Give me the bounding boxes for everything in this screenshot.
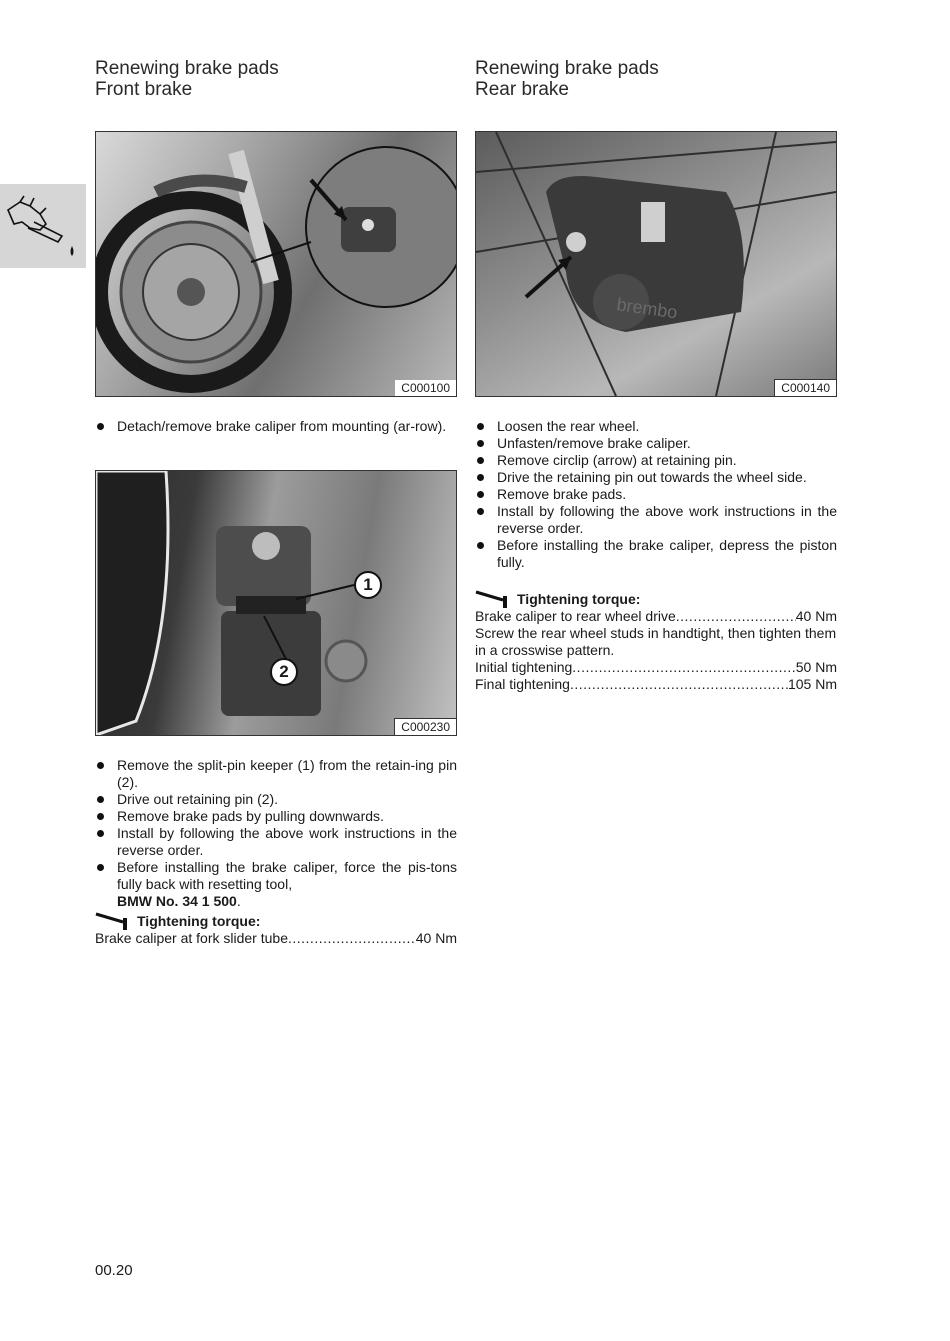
list-item: [95, 859, 457, 910]
list-item: Loosen the rear wheel.: [475, 418, 837, 435]
torque-row: [475, 608, 837, 625]
front-torque-block: [95, 910, 457, 947]
page-number: 00.20: [95, 1262, 133, 1279]
list-item: Remove brake pads by pulling downwards.: [95, 808, 457, 825]
list-item-text: Before installing the brake caliper, force the pis-tons fully back with resetting tool,: [117, 859, 457, 892]
heading-line-1: Renewing brake pads: [475, 58, 659, 79]
list-item: Drive out retaining pin (2).: [95, 791, 457, 808]
list-item: Remove circlip (arrow) at retaining pin.: [475, 452, 837, 469]
figure-code-caliper: C000230: [394, 718, 456, 735]
rear-brake-heading: [475, 58, 837, 100]
heading-line-2: Front brake: [95, 79, 193, 100]
heading-line-1: Renewing brake pads: [95, 58, 279, 79]
rear-torque-block: [475, 588, 837, 693]
torque-title: Tightening torque:: [137, 913, 261, 929]
caliper-detail-photo: [95, 470, 457, 736]
list-item: Remove the split-pin keeper (1) from the retain-ing pin (2).: [95, 757, 457, 791]
torque-row: [475, 676, 837, 693]
torque-label: Final tightening: [475, 676, 570, 692]
list-item: Unfasten/remove brake caliper.: [475, 435, 837, 452]
list-item: Remove brake pads.: [475, 486, 837, 503]
list-item: Install by following the above work instructions in the reverse order.: [475, 503, 837, 537]
rear-brake-column: [475, 58, 837, 100]
torque-label: Brake caliper to rear wheel drive: [475, 608, 676, 624]
front-bullets-1: [95, 418, 457, 435]
rear-brake-photo: [475, 131, 837, 397]
figure-code-front: C000100: [395, 380, 456, 396]
front-bullets-2: [95, 757, 457, 910]
torque-label: Initial tightening: [475, 659, 573, 675]
list-item: Install by following the above work instructions in the reverse order.: [95, 825, 457, 859]
torque-note: Screw the rear wheel studs in handtight, then tighten them in a crosswise pattern.: [475, 625, 837, 658]
callout-1: 1: [363, 575, 373, 594]
torque-value: 40 Nm: [795, 608, 837, 624]
tool-number: BMW No. 34 1 500: [117, 893, 237, 909]
torque-label: Brake caliper at fork slider tube: [95, 930, 288, 946]
front-brake-photo: [95, 131, 457, 397]
torque-row: [95, 930, 457, 947]
list-item: Before installing the brake caliper, depress the piston fully.: [475, 537, 837, 571]
list-item: Detach/remove brake caliper from mounting (ar-row).: [95, 418, 457, 435]
front-brake-heading: [95, 58, 457, 100]
heading-line-2: Rear brake: [475, 79, 569, 100]
list-item: Drive the retaining pin out towards the wheel side.: [475, 469, 837, 486]
front-brake-column: [95, 58, 457, 100]
callout-2: 2: [279, 662, 289, 681]
rear-bullets: [475, 418, 837, 571]
section-tab: [0, 184, 86, 268]
torque-wrench-icon: [95, 910, 131, 930]
hand-oil-can-icon: [0, 184, 86, 268]
brembo-logo: brembo: [615, 294, 679, 323]
figure-code-rear: C000140: [774, 379, 836, 396]
torque-wrench-icon: [475, 588, 511, 608]
tool-suffix: .: [236, 893, 241, 909]
torque-value: 40 Nm: [415, 930, 457, 946]
torque-value: 50 Nm: [795, 659, 837, 675]
torque-value: 105 Nm: [787, 676, 837, 692]
torque-title: Tightening torque:: [517, 591, 641, 607]
torque-row: [475, 659, 837, 676]
